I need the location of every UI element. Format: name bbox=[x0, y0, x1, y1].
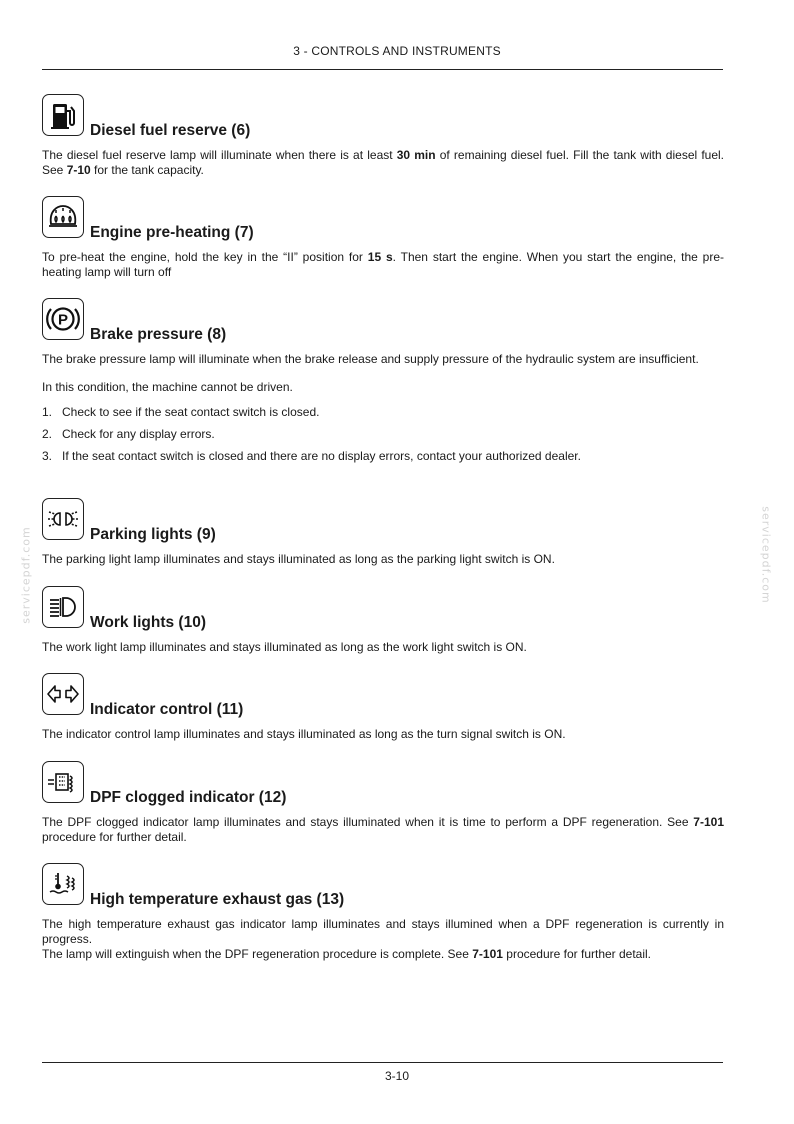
section-title: Parking lights (9) bbox=[90, 526, 216, 543]
section-title: Diesel fuel reserve (6) bbox=[90, 122, 251, 139]
page-header: 3 - CONTROLS AND INSTRUMENTS bbox=[293, 44, 501, 58]
section-text: The high temperature exhaust gas indicator lamp illuminates and stays illumined when a DPF regeneration is currently in progress. bbox=[42, 917, 724, 946]
work-light-icon bbox=[42, 586, 84, 628]
section-title: Indicator control (11) bbox=[90, 701, 244, 718]
watermark-left: servicepdf.com bbox=[19, 526, 33, 624]
header-rule bbox=[42, 69, 723, 70]
page-number: 3-10 bbox=[384, 1069, 410, 1083]
footer-rule bbox=[42, 1062, 723, 1063]
section-engine-pre-heating bbox=[42, 196, 724, 280]
section-diesel-fuel-reserve bbox=[42, 94, 724, 178]
parking-lights-icon bbox=[42, 498, 84, 540]
section-text: The lamp will extinguish when the DPF regeneration procedure is complete. See 7-101 procedure for further detail. bbox=[42, 947, 652, 961]
section-title: Brake pressure (8) bbox=[90, 326, 227, 343]
exhaust-temperature-icon bbox=[42, 863, 84, 905]
list-item: 3. If the seat contact switch is closed and there are no display errors, contact your authorized dealer. bbox=[42, 449, 581, 463]
glow-plug-icon bbox=[42, 196, 84, 238]
section-title: Work lights (10) bbox=[90, 614, 206, 631]
section-title: Engine pre-heating (7) bbox=[90, 224, 254, 241]
section-brake-pressure bbox=[42, 298, 724, 467]
dpf-clogged-icon bbox=[42, 761, 84, 803]
section-text: To pre-heat the engine, hold the key in the “II” position for 15 s. Then start the engine. When you start the engine, the pre-heating lamp will turn off bbox=[42, 250, 724, 279]
section-text: The DPF clogged indicator lamp illuminates and stays illuminated when it is time to perform a DPF regeneration. See 7-101 procedure for further detail. bbox=[42, 815, 724, 844]
section-text: The parking light lamp illuminates and stays illuminated as long as the parking light switch is ON. bbox=[42, 552, 555, 566]
section-title: DPF clogged indicator (12) bbox=[90, 789, 287, 806]
section-dpf-clogged-indicator bbox=[42, 761, 724, 845]
section-parking-lights bbox=[42, 498, 724, 567]
watermark-right: servicepdf.com bbox=[759, 506, 773, 604]
turn-signal-icon bbox=[42, 673, 84, 715]
section-text: The brake pressure lamp will illuminate when the brake release and supply pressure of the hydraulic system are insufficient. bbox=[42, 352, 699, 366]
steps-list bbox=[42, 401, 724, 467]
section-title: High temperature exhaust gas (13) bbox=[90, 891, 345, 908]
parking-brake-icon bbox=[42, 298, 84, 340]
section-text: The indicator control lamp illuminates and stays illuminated as long as the turn signal switch is ON. bbox=[42, 727, 566, 741]
section-text: The diesel fuel reserve lamp will illuminate when there is at least 30 min of remaining diesel fuel. Fill the tank with diesel fuel. See 7-10 for the tank capacity. bbox=[42, 148, 724, 177]
section-high-temperature-exhaust-gas bbox=[42, 863, 724, 962]
list-item: 2. Check for any display errors. bbox=[42, 427, 215, 441]
section-work-lights bbox=[42, 586, 724, 655]
section-indicator-control bbox=[42, 673, 724, 742]
fuel-pump-icon bbox=[42, 94, 84, 136]
section-text: In this condition, the machine cannot be driven. bbox=[42, 380, 293, 394]
svg-text:P: P bbox=[57, 311, 69, 329]
section-text: The work light lamp illuminates and stays illuminated as long as the work light switch is ON. bbox=[42, 640, 527, 654]
list-item: 1. Check to see if the seat contact switch is closed. bbox=[42, 405, 320, 419]
